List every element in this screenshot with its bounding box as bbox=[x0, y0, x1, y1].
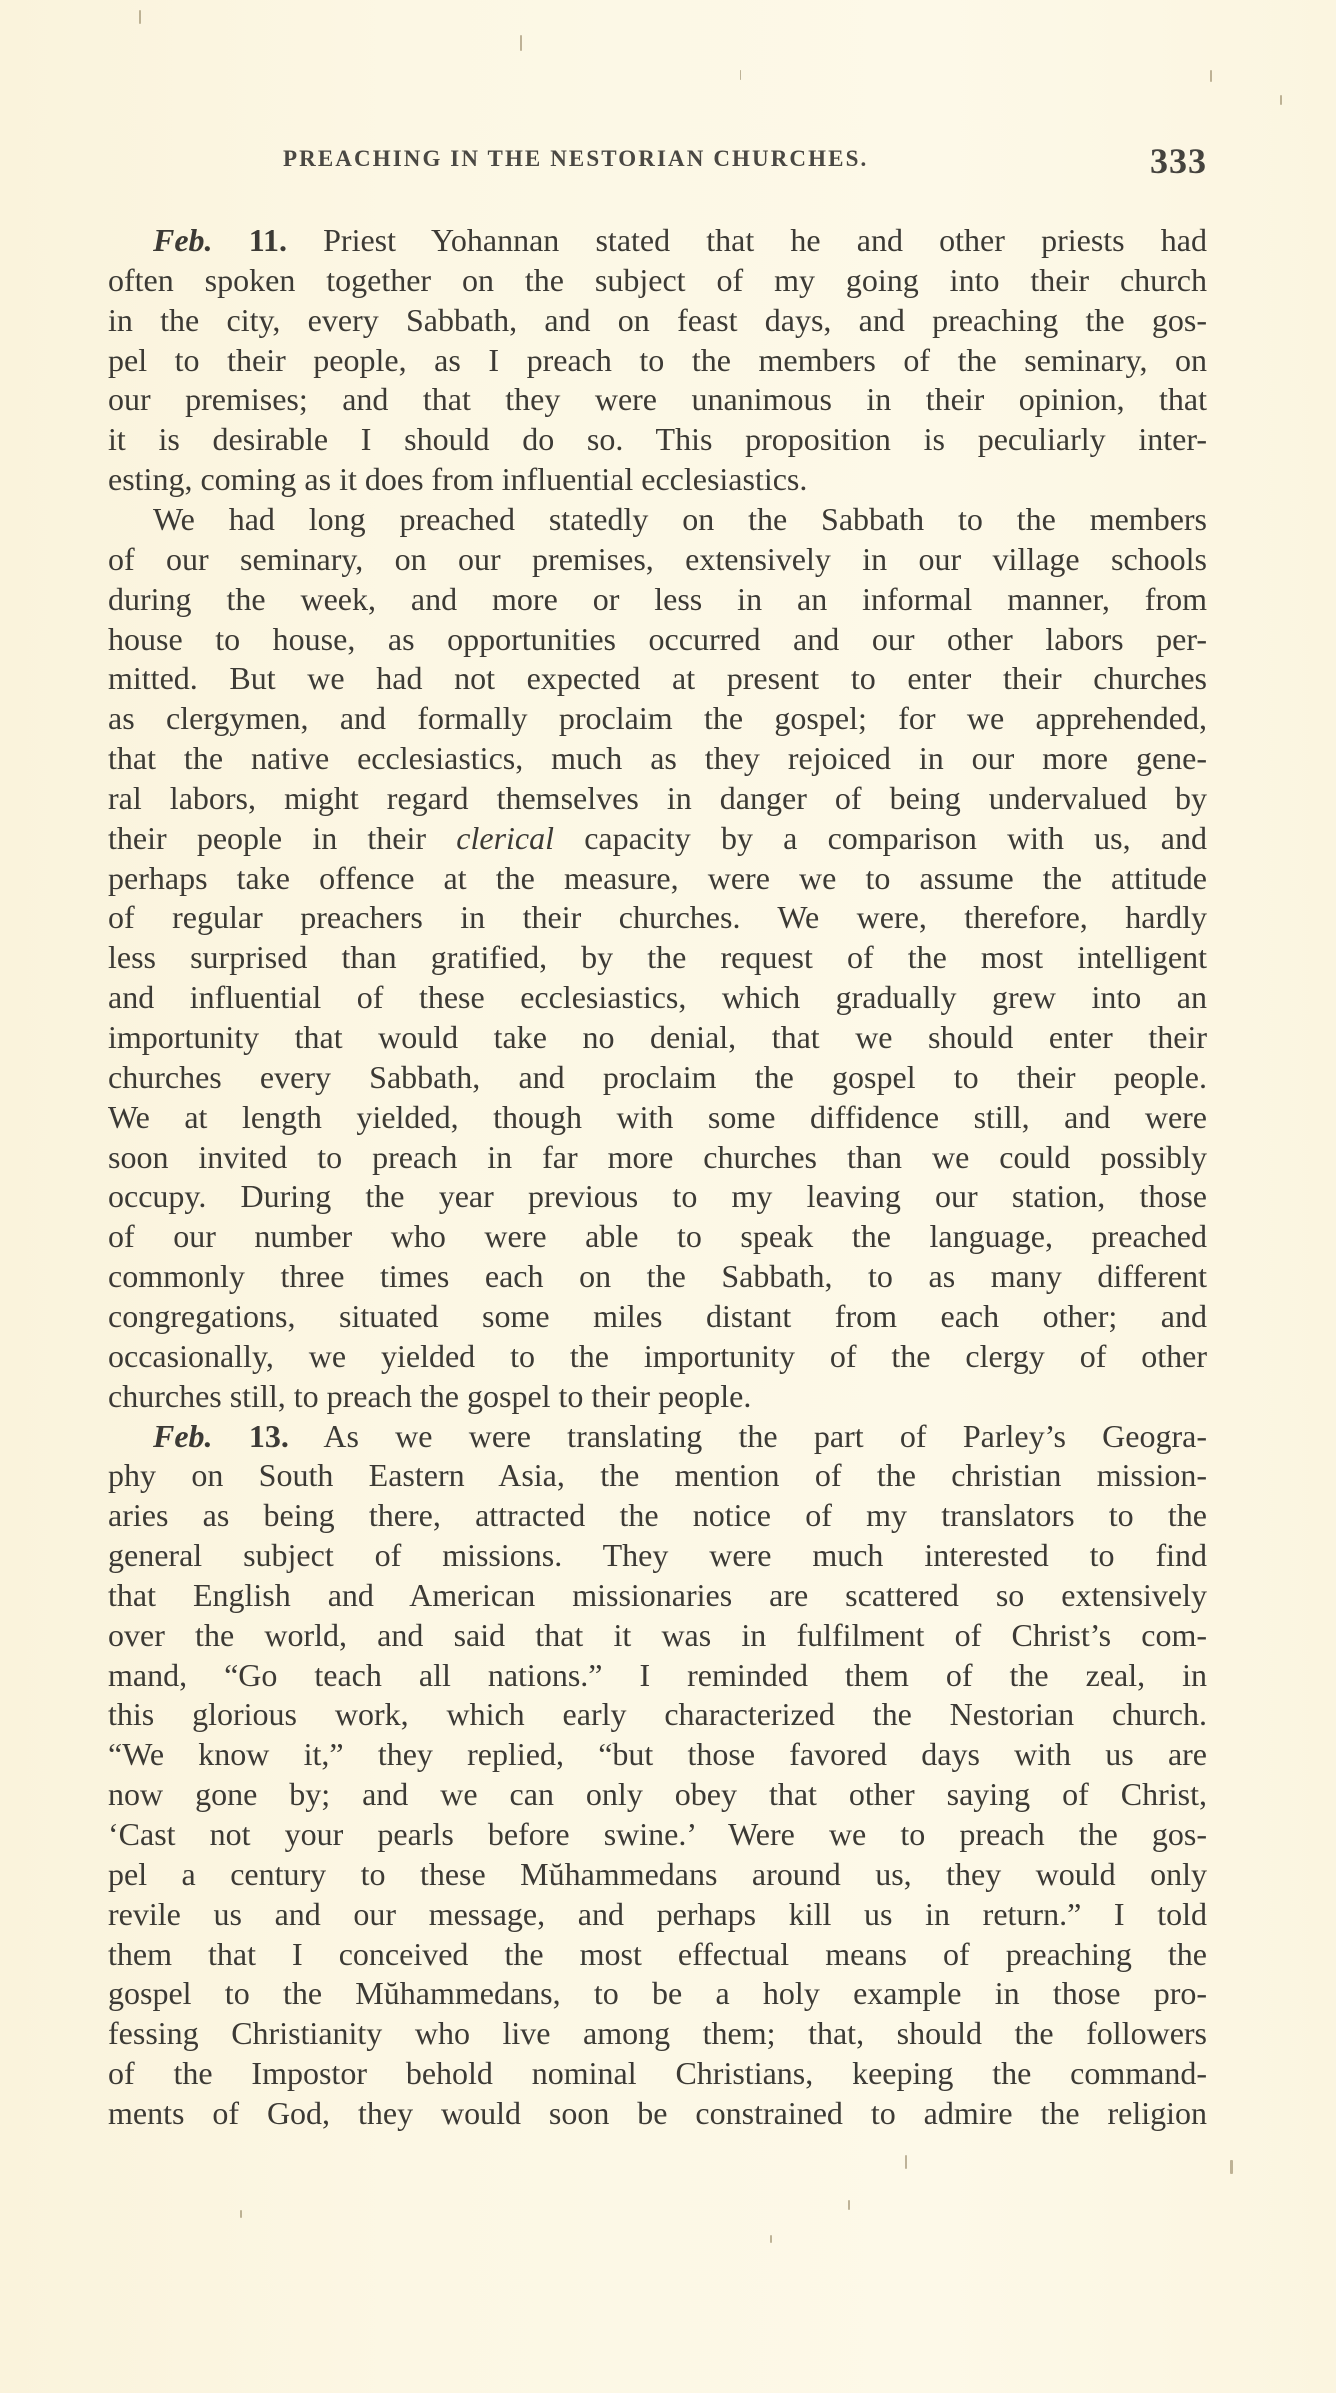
entry-date-day: 13. bbox=[212, 1417, 289, 1454]
text-line: mitted. But we had not expected at present to enter their churches bbox=[108, 660, 1207, 697]
paper-speck bbox=[740, 70, 741, 80]
text-line: churches still, to preach the gospel to their people. bbox=[108, 1377, 752, 1414]
text-line: pel to their people, as I preach to the members of the seminary, on bbox=[108, 341, 1207, 378]
text-line: soon invited to preach in far more churches than we could possibly bbox=[108, 1138, 1207, 1175]
page-number: 333 bbox=[1150, 141, 1207, 181]
paper-speck bbox=[1230, 2160, 1233, 2174]
line-text: their people in their bbox=[108, 819, 457, 856]
text-line: mand, “Go teach all nations.” I reminded them of the zeal, in bbox=[108, 1656, 1207, 1693]
text-line: in the city, every Sabbath, and on feast days, and preaching the gos- bbox=[108, 301, 1207, 338]
text-line: ral labors, might regard themselves in danger of being undervalued by bbox=[108, 779, 1207, 816]
text-line: less surprised than gratified, by the request of the most intelligent bbox=[108, 939, 1207, 976]
line-text: Priest Yohannan stated that he and other priests had bbox=[286, 222, 1208, 258]
entry-date-month: Feb. bbox=[153, 222, 213, 258]
text-line: that the native ecclesiastics, much as they rejoiced in our more gene- bbox=[108, 740, 1207, 777]
text-line: revile us and our message, and perhaps kill us in return.” I told bbox=[108, 1895, 1207, 1932]
paper-speck bbox=[1280, 95, 1282, 105]
entry-date-month: Feb. bbox=[153, 1417, 213, 1454]
paper-speck bbox=[848, 2200, 850, 2210]
text-line: of our seminary, on our premises, extensively in our village schools bbox=[108, 540, 1207, 577]
running-head-title: PREACHING IN THE NESTORIAN CHURCHES. bbox=[283, 146, 869, 171]
paper-speck bbox=[139, 10, 141, 24]
line-text: As we were translating the part of Parley’s Geogra- bbox=[288, 1417, 1208, 1454]
text-line: of our number who were able to speak the language, preached bbox=[108, 1218, 1207, 1255]
text-line bbox=[108, 818, 1207, 858]
text-line: gospel to the Mŭhammedans, to be a holy example in those pro- bbox=[108, 1975, 1207, 2012]
text-line: during the week, and more or less in an informal manner, from bbox=[108, 580, 1207, 617]
text-line: of the Impostor behold nominal Christians, keeping the command- bbox=[108, 2055, 1207, 2092]
paper-speck bbox=[240, 2210, 242, 2218]
text-line: general subject of missions. They were much interested to find bbox=[108, 1537, 1207, 1574]
text-line: this glorious work, which early characterized the Nestorian church. bbox=[108, 1696, 1207, 1733]
text-line: ‘Cast not your pearls before swine.’ Were we to preach the gos- bbox=[108, 1816, 1207, 1852]
entry-first-line bbox=[153, 220, 1207, 260]
text-line: of regular preachers in their churches. We were, therefore, hardly bbox=[108, 899, 1207, 936]
text-line: We had long preached statedly on the Sabbath to the members bbox=[153, 500, 1207, 537]
paper-speck bbox=[520, 35, 522, 51]
text-line: congregations, situated some miles distant from each other; and bbox=[108, 1297, 1207, 1334]
entry-first-line bbox=[153, 1416, 1207, 1456]
text-line: perhaps take offence at the measure, were we to assume the attitude bbox=[108, 859, 1207, 896]
text-line: as clergymen, and formally proclaim the gospel; for we apprehended, bbox=[108, 700, 1207, 737]
italic-word: clerical bbox=[456, 819, 554, 856]
text-line: phy on South Eastern Asia, the mention of the christian mission- bbox=[108, 1457, 1207, 1494]
text-line: that English and American missionaries are scattered so extensively bbox=[108, 1576, 1207, 1613]
text-line: occasionally, we yielded to the importunity of the clergy of other bbox=[108, 1337, 1207, 1374]
text-line: churches every Sabbath, and proclaim the gospel to their people. bbox=[108, 1058, 1207, 1095]
text-line: and influential of these ecclesiastics, which gradually grew into an bbox=[108, 979, 1207, 1016]
text-line: We at length yielded, though with some diffidence still, and were bbox=[108, 1098, 1207, 1135]
text-line: it is desirable I should do so. This proposition is peculiarly inter- bbox=[108, 421, 1207, 458]
text-line: commonly three times each on the Sabbath, to as many different bbox=[108, 1258, 1207, 1295]
text-line: esting, coming as it does from influential ecclesiastics. bbox=[108, 461, 808, 498]
text-line: occupy. During the year previous to my leaving our station, those bbox=[108, 1178, 1207, 1215]
text-line: pel a century to these Mŭhammedans around us, they would only bbox=[108, 1855, 1207, 1892]
text-line: aries as being there, attracted the notice of my translators to the bbox=[108, 1497, 1207, 1534]
text-line: house to house, as opportunities occurred and our other labors per- bbox=[108, 620, 1207, 657]
text-line: now gone by; and we can only obey that other saying of Christ, bbox=[108, 1776, 1207, 1813]
text-line: importunity that would take no denial, that we should enter their bbox=[108, 1019, 1207, 1055]
text-line: our premises; and that they were unanimous in their opinion, that bbox=[108, 381, 1207, 418]
paper-speck bbox=[770, 2235, 772, 2243]
text-line: them that I conceived the most effectual means of preaching the bbox=[108, 1935, 1207, 1972]
entry-date-day: 11. bbox=[212, 222, 287, 258]
running-head bbox=[283, 140, 1207, 180]
text-line: fessing Christianity who live among them; that, should the followers bbox=[108, 2015, 1207, 2052]
text-line: ments of God, they would soon be constrained to admire the religion bbox=[108, 2094, 1207, 2131]
paper-speck bbox=[905, 2155, 907, 2169]
paper-speck bbox=[1210, 70, 1212, 82]
text-line: “We know it,” they replied, “but those favored days with us are bbox=[108, 1736, 1207, 1773]
line-text: capacity by a comparison with us, and bbox=[554, 819, 1208, 856]
text-line: often spoken together on the subject of my going into their church bbox=[108, 261, 1207, 298]
text-line: over the world, and said that it was in fulfilment of Christ’s com- bbox=[108, 1616, 1207, 1653]
